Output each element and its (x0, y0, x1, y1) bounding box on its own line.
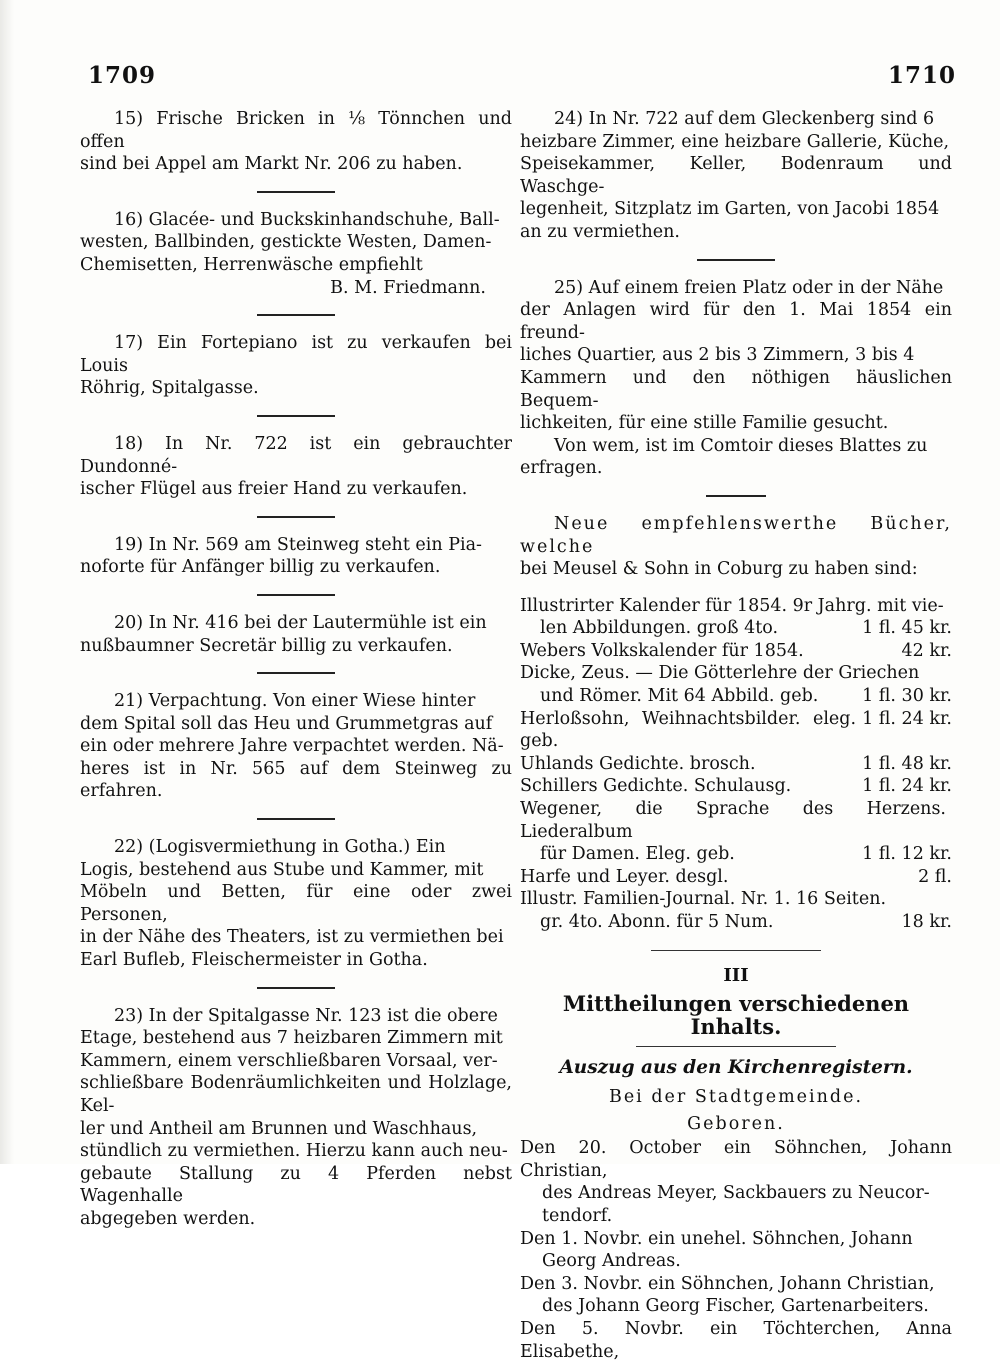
birth-entry (520, 1273, 952, 1318)
ad-line: 18) In Nr. 722 ist ein gebrauchter Dundonné- (80, 433, 512, 477)
ad-line: Röhrig, Spitalgasse. (80, 378, 259, 399)
ad-line: Chemisetten, Herrenwäsche empfiehlt (80, 254, 423, 275)
book-price: 2 fl. (918, 866, 952, 887)
entry-line: des Andreas Meyer, Sackbauers zu Neucor- (542, 1183, 930, 1204)
left-column (80, 108, 512, 1231)
book-entry (520, 911, 952, 934)
ad-line: 15) Frische Bricken in ⅛ Tönnchen und offen (80, 109, 512, 152)
book-price (946, 798, 952, 843)
book-entry (520, 640, 952, 663)
separator-rule (651, 950, 821, 951)
ad-line: abgegeben werden. (80, 1208, 256, 1229)
book-entry (520, 888, 952, 911)
book-price: 42 kr. (901, 640, 952, 661)
births-heading: Geboren. (687, 1113, 785, 1134)
entry-line: Georg Andreas. (542, 1251, 681, 1272)
birth-entry (520, 1318, 952, 1363)
ad-20 (80, 612, 512, 657)
birth-entry (520, 1228, 952, 1273)
ad-line: heizbare Zimmer, eine heizbare Gallerie, Küche, (520, 131, 950, 152)
ad-24 (520, 108, 952, 244)
ad-line: 22) (Logisvermiethung in Gotha.) Ein (114, 837, 446, 858)
ad-line: 17) Ein Fortepiano ist zu verkaufen bei Louis (80, 333, 512, 376)
ad-21 (80, 690, 512, 803)
ad-line: Etage, bestehend aus 7 heizbaren Zimmern mit (80, 1028, 503, 1049)
ad-line: ler und Antheil am Brunnen und Waschhaus, (80, 1118, 478, 1139)
ad-23 (80, 1005, 512, 1231)
advertiser-signature: B. M. Friedmann. (330, 277, 486, 298)
book-entry (520, 662, 952, 685)
ad-line: 19) In Nr. 569 am Steinweg steht ein Pia- (114, 534, 482, 555)
book-price: 1 fl. 24 kr. (862, 708, 952, 729)
book-list-intro: bei Meusel & Sohn in Coburg zu haben sind: (520, 559, 918, 580)
book-entry (520, 685, 952, 708)
ad-line: stündlich zu vermiethen. Hierzu kann auch neu- (80, 1141, 508, 1162)
separator-rule (257, 191, 335, 193)
ad-line: ein oder mehrere Jahre verpachtet werden. Nä- (80, 736, 504, 757)
separator-rule (706, 495, 766, 497)
ad-line: noforte für Anfänger billig zu verkaufen. (80, 557, 441, 578)
page-number-left: 1709 (88, 62, 157, 89)
book-title: Schillers Gedichte. Schulausg. (520, 776, 792, 797)
section-title: Mittheilungen verschiedenen Inhalts. (562, 991, 910, 1039)
entry-line: des Johann Georg Fischer, Gartenarbeiters. (542, 1296, 929, 1317)
ad-line: 16) Glacée- und Buckskinhandschuhe, Ball- (114, 209, 500, 230)
ad-line: legenheit, Sitzplatz im Garten, von Jacobi 1854 (520, 199, 940, 220)
ad-line: 24) In Nr. 722 auf dem Gleckenberg sind 6 (554, 109, 935, 129)
birth-entry (520, 1137, 952, 1227)
book-entry (520, 843, 952, 866)
page-number-right: 1710 (887, 62, 956, 89)
book-title: Wegener, die Sprache des Herzens. Liederalbum (520, 799, 946, 842)
book-title: und Römer. Mit 64 Abbild. geb. (540, 686, 819, 707)
book-title: gr. 4to. Abonn. für 5 Num. (540, 912, 774, 932)
ad-line: heres ist in Nr. 565 auf dem Steinweg zu erfahren. (80, 758, 512, 802)
ad-line: Kammern und den nöthigen häuslichen Bequem- (520, 367, 952, 411)
book-price: 1 fl. 12 kr. (862, 844, 952, 865)
book-title: für Damen. Eleg. geb. (540, 844, 735, 865)
entry-line: Den 1. Novbr. ein unehel. Söhnchen, Johann (520, 1228, 913, 1249)
ad-19 (80, 534, 512, 579)
ad-line: 25) Auf einem freien Platz oder in der Nähe (554, 277, 944, 298)
parish-heading: Bei der Stadtgemeinde. (608, 1086, 864, 1107)
birth-entries (520, 1137, 952, 1363)
scan-edge-shadow (0, 0, 14, 1164)
book-entries (520, 595, 952, 934)
ad-line: Earl Bufleb, Fleischermeister in Gotha. (80, 950, 428, 971)
book-price: 1 fl. 45 kr. (862, 618, 952, 639)
book-entry (520, 617, 952, 640)
ad-15 (80, 108, 512, 176)
entry-line: Den 3. Novbr. ein Söhnchen, Johann Christian, (520, 1273, 935, 1294)
book-entry (520, 866, 952, 889)
ad-line: 21) Verpachtung. Von einer Wiese hinter (114, 691, 476, 712)
separator-rule (257, 672, 335, 674)
ad-17 (80, 332, 512, 400)
book-price: 1 fl. 48 kr. (862, 753, 952, 774)
ad-line: Von wem, ist im Comtoir dieses Blattes zu (554, 435, 928, 456)
entry-line: tendorf. (542, 1205, 613, 1226)
ad-line: erfragen. (520, 458, 603, 479)
ad-line: 23) In der Spitalgasse Nr. 123 ist die obere (114, 1005, 498, 1026)
book-list (520, 513, 952, 934)
ad-22 (80, 836, 512, 972)
section-number: III (723, 964, 749, 986)
book-price (946, 662, 952, 685)
book-title: Dicke, Zeus. — Die Götterlehre der Griechen (520, 663, 920, 684)
book-list-intro: Neue empfehlenswerthe Bücher, welche (520, 513, 952, 557)
book-entry (520, 708, 952, 753)
book-price: 1 fl. 30 kr. (862, 686, 952, 707)
ad-line: 20) In Nr. 416 bei der Lautermühle ist ein (114, 612, 487, 633)
separator-rule (257, 594, 335, 596)
ad-line: dem Spital soll das Heu und Grummetgras auf (80, 713, 493, 734)
ad-line: schließbare Bodenräumlichkeiten und Holzlage, Kel- (80, 1073, 512, 1116)
ad-line: in der Nähe des Theaters, ist zu vermiethen bei (80, 927, 504, 948)
separator-rule (697, 259, 775, 261)
ad-line: lichkeiten, für eine stille Familie gesucht. (520, 413, 889, 434)
book-title: Herloßsohn, Weihnachtsbilder. eleg. geb. (520, 708, 857, 752)
book-price (946, 888, 952, 911)
ad-line: Logis, bestehend aus Stube und Kammer, mit (80, 859, 484, 880)
book-title: Webers Volkskalender für 1854. (520, 640, 804, 661)
separator-rule (257, 314, 335, 316)
separator-rule (257, 415, 335, 417)
ad-line: nußbaumner Secretär billig zu verkaufen. (80, 635, 453, 656)
separator-rule (257, 818, 335, 820)
book-price: 1 fl. 24 kr. (862, 776, 952, 797)
spacer (520, 581, 952, 595)
subsection-title: Auszug aus den Kirchenregistern. (559, 1057, 913, 1079)
ad-18 (80, 433, 512, 501)
ad-line: Kammern, einem verschließbaren Vorsaal, ver- (80, 1050, 498, 1071)
ad-line: gebaute Stallung zu 4 Pferden nebst Wagenhalle (80, 1163, 512, 1207)
ad-line: sind bei Appel am Markt Nr. 206 zu haben. (80, 154, 463, 175)
ad-line: ischer Flügel aus freier Hand zu verkaufen. (80, 479, 468, 500)
separator-rule (257, 516, 335, 518)
entry-line: Den 20. October ein Söhnchen, Johann Christian, (520, 1138, 952, 1181)
book-entry (520, 775, 952, 798)
book-price: 18 kr. (901, 912, 952, 932)
book-entry (520, 753, 952, 776)
book-title: Harfe und Leyer. desgl. (520, 866, 729, 887)
ad-line: westen, Ballbinden, gestickte Westen, Damen- (80, 232, 492, 253)
separator-rule (636, 1046, 836, 1047)
book-price (946, 595, 952, 618)
separator-rule (257, 987, 335, 989)
book-entry (520, 595, 952, 618)
ad-line: der Anlagen wird für den 1. Mai 1854 ein freund- (520, 300, 952, 343)
ad-line: Speisekammer, Keller, Bodenraum und Waschge- (520, 154, 952, 197)
book-entry (520, 798, 952, 843)
right-column (520, 108, 952, 1363)
book-title: len Abbildungen. groß 4to. (540, 618, 779, 639)
ad-16 (80, 209, 512, 299)
ad-line: liches Quartier, aus 2 bis 3 Zimmern, 3 bis 4 (520, 345, 915, 366)
book-title: Illustr. Familien-Journal. Nr. 1. 16 Seiten. (520, 889, 887, 910)
book-title: Illustrirter Kalender für 1854. 9r Jahrg. mit vie- (520, 595, 944, 616)
book-title: Uhlands Gedichte. brosch. (520, 753, 756, 774)
ad-line: Möbeln und Betten, für eine oder zwei Personen, (80, 882, 512, 925)
entry-line: Den 5. Novbr. ein Töchterchen, Anna Elisabethe, (520, 1318, 952, 1362)
ad-line: an zu vermiethen. (520, 221, 680, 242)
ad-25 (520, 277, 952, 480)
